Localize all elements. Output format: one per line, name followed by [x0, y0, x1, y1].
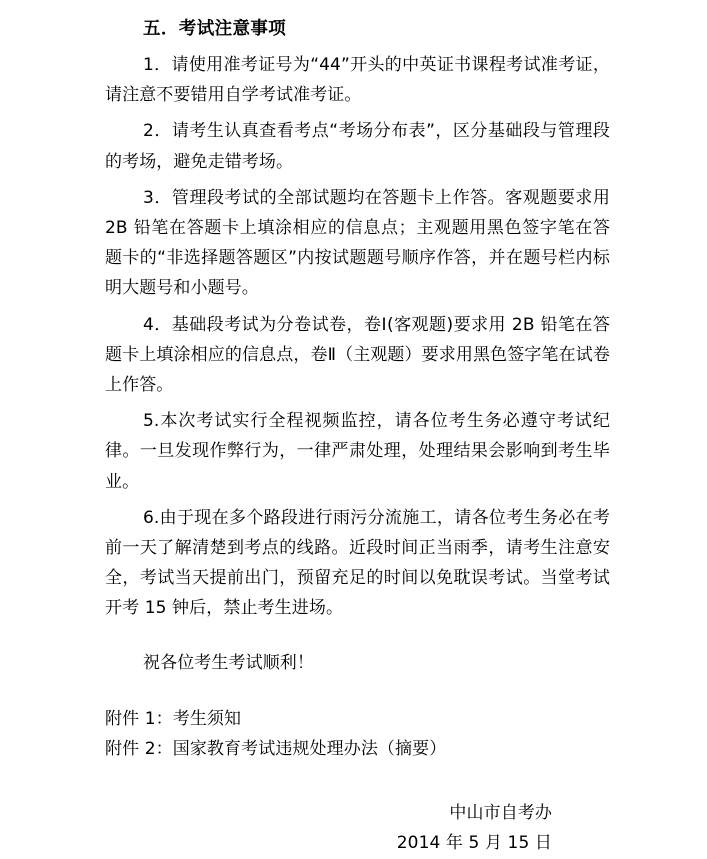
signature-block — [105, 798, 610, 858]
attachment-list — [105, 704, 610, 764]
attachment-item-1: 附件 1：考生须知 — [105, 708, 242, 729]
notice-item-1: 1．请使用准考证号为“44”开头的中英证书课程考试准考证，请注意不要错用自学考试准考证。 — [105, 55, 610, 106]
notice-item-6: 6.由于现在多个路段进行雨污分流施工，请各位考生务必在考前一天了解清楚到考点的线路。近段时间正当雨季，请考生注意安全，考试当天提前出门，预留充足的时间以免耽误考试。当堂考试开考 15 钟后，禁止考生进场。 — [105, 507, 610, 619]
notice-item-4: 4．基础段考试为分卷试卷，卷Ⅰ(客观题)要求用 2B 铅笔在答题卡上填涂相应的信息点，卷Ⅱ（主观题）要求用黑色签字笔在试卷上作答。 — [105, 314, 610, 396]
attachment-item-2: 附件 2：国家教育考试违规处理办法（摘要） — [105, 739, 447, 760]
notice-item-3: 3．管理段考试的全部试题均在答题卡上作答。客观题要求用 2B 铅笔在答题卡上填涂相应的信息点；主观题用黑色签字笔在答题卡的“非选择题答题区”内按试题题号顺序作答，并在题号栏内标明大题号和小题号。 — [105, 187, 610, 299]
closing-wish: 祝各位考生考试顺利！ — [143, 652, 314, 673]
notice-item-5: 5.本次考试实行全程视频监控，请各位考生务必遵守考试纪律。一旦发现作弊行为，一律严肃处理，处理结果会影响到考生毕业。 — [105, 411, 610, 492]
document-body — [105, 14, 610, 859]
section-heading: 五．考试注意事项 — [143, 19, 287, 39]
issuing-organization: 中山市自考办 — [449, 803, 552, 824]
notice-item-2: 2．请考生认真查看考点“考场分布表”，区分基础段与管理段的考场，避免走错考场。 — [105, 121, 610, 172]
issue-date: 2014 年 5 月 15 日 — [396, 833, 552, 854]
